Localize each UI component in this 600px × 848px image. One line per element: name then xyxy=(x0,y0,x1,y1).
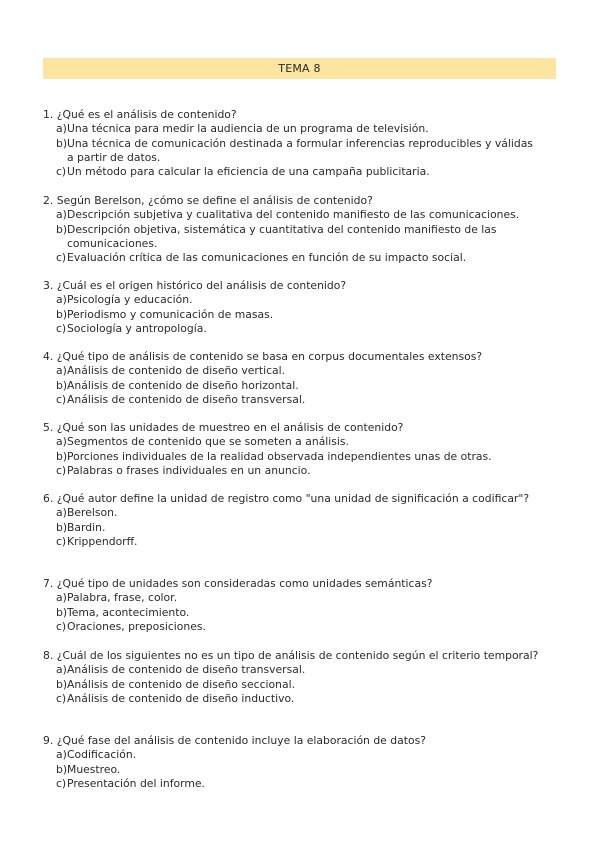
option-a xyxy=(43,122,557,136)
option-a xyxy=(43,663,557,677)
option-c xyxy=(43,535,557,549)
option-a xyxy=(43,293,557,307)
question-7 xyxy=(43,577,557,634)
option-b xyxy=(43,379,557,393)
option-label: a) xyxy=(56,506,67,520)
option-label: a) xyxy=(56,293,67,307)
question-stem: 1. ¿Qué es el análisis de contenido? xyxy=(43,108,237,121)
question-2 xyxy=(43,194,557,265)
option-a xyxy=(43,208,557,222)
option-text: Descripción objetiva, sistemática y cuantitativa del contenido manifiesto de las comunicaciones. xyxy=(67,222,497,250)
option-b xyxy=(43,223,557,252)
option-text: Palabra, frase, color. xyxy=(67,591,178,605)
option-c xyxy=(43,620,557,634)
option-text: Análisis de contenido de diseño transversal. xyxy=(67,663,306,677)
question-stem: 6. ¿Qué autor define la unidad de registro como "una unidad de significación a codificar"? xyxy=(43,492,530,505)
option-c xyxy=(43,322,557,336)
question-stem: 4. ¿Qué tipo de análisis de contenido se basa en corpus documentales extensos? xyxy=(43,350,483,363)
option-text: Muestreo. xyxy=(67,762,121,776)
option-label: a) xyxy=(56,591,67,605)
option-label: b) xyxy=(56,449,68,463)
option-label: b) xyxy=(56,605,68,619)
option-label: c) xyxy=(56,619,67,633)
option-c xyxy=(43,251,557,265)
option-text: Evaluación crítica de las comunicaciones en función de su impacto social. xyxy=(67,251,467,265)
option-label: b) xyxy=(56,136,68,150)
option-label: a) xyxy=(56,364,67,378)
option-text: Análisis de contenido de diseño horizontal. xyxy=(67,378,299,392)
question-stem: 8. ¿Cuál de los siguientes no es un tipo de análisis de contenido según el criterio temporal? xyxy=(43,649,539,662)
option-label: c) xyxy=(56,321,67,335)
option-text: Segmentos de contenido que se someten a análisis. xyxy=(67,435,349,449)
option-text: Un método para calcular la eficiencia de una campaña publicitaria. xyxy=(67,165,430,179)
option-a xyxy=(43,364,557,378)
question-1 xyxy=(43,108,557,179)
option-b xyxy=(43,606,557,620)
question-8 xyxy=(43,649,557,706)
question-stem: 9. ¿Qué fase del análisis de contenido incluye la elaboración de datos? xyxy=(43,734,426,747)
option-b xyxy=(43,763,557,777)
option-label: b) xyxy=(56,677,68,691)
option-c xyxy=(43,393,557,407)
option-text: Krippendorff. xyxy=(67,534,138,548)
option-label: c) xyxy=(56,463,67,477)
option-b xyxy=(43,137,557,166)
question-9 xyxy=(43,734,557,791)
option-label: c) xyxy=(56,534,67,548)
option-text: Tema, acontecimiento. xyxy=(67,605,190,619)
option-a xyxy=(43,591,557,605)
option-label: b) xyxy=(56,762,68,776)
option-text: Oraciones, preposiciones. xyxy=(67,619,206,633)
option-a xyxy=(43,748,557,762)
option-label: b) xyxy=(56,307,68,321)
page-title: TEMA 8 xyxy=(43,58,556,79)
option-b xyxy=(43,450,557,464)
option-a xyxy=(43,506,557,520)
option-text: Una técnica de comunicación destinada a formular inferencias reproducibles y válidas a partir de datos. xyxy=(67,136,533,164)
option-a xyxy=(43,435,557,449)
option-b xyxy=(43,308,557,322)
option-text: Bardin. xyxy=(67,520,106,534)
option-label: c) xyxy=(56,691,67,705)
option-text: Descripción subjetiva y cualitativa del contenido manifiesto de las comunicaciones. xyxy=(67,208,520,222)
option-label: b) xyxy=(56,378,68,392)
option-text: Análisis de contenido de diseño vertical. xyxy=(67,364,286,378)
option-text: Periodismo y comunicación de masas. xyxy=(67,307,274,321)
option-text: Presentación del informe. xyxy=(67,776,205,790)
option-label: a) xyxy=(56,122,67,136)
question-3 xyxy=(43,279,557,336)
option-c xyxy=(43,165,557,179)
question-stem: 5. ¿Qué son las unidades de muestreo en el análisis de contenido? xyxy=(43,421,404,434)
option-b xyxy=(43,678,557,692)
option-text: Porciones individuales de la realidad observada independientes unas de otras. xyxy=(67,449,492,463)
option-label: a) xyxy=(56,208,67,222)
option-label: b) xyxy=(56,520,68,534)
option-label: c) xyxy=(56,165,67,179)
question-stem: 7. ¿Qué tipo de unidades son consideradas como unidades semánticas? xyxy=(43,577,433,590)
option-label: c) xyxy=(56,776,67,790)
option-label: c) xyxy=(56,251,67,265)
option-label: a) xyxy=(56,435,67,449)
option-text: Sociología y antropología. xyxy=(67,321,207,335)
option-label: c) xyxy=(56,392,67,406)
option-c xyxy=(43,777,557,791)
option-text: Codificación. xyxy=(67,748,137,762)
option-text: Análisis de contenido de diseño transversal. xyxy=(67,392,306,406)
question-6 xyxy=(43,492,557,549)
option-text: Berelson. xyxy=(67,506,118,520)
question-stem: 3. ¿Cuál es el origen histórico del análisis de contenido? xyxy=(43,279,347,292)
question-stem: 2. Según Berelson, ¿cómo se define el análisis de contenido? xyxy=(43,194,373,207)
option-text: Análisis de contenido de diseño inductivo. xyxy=(67,691,295,705)
option-text: Psicología y educación. xyxy=(67,293,193,307)
option-label: a) xyxy=(56,663,67,677)
option-label: b) xyxy=(56,222,68,236)
option-text: Análisis de contenido de diseño seccional. xyxy=(67,677,296,691)
option-c xyxy=(43,464,557,478)
option-text: Una técnica para medir la audiencia de un programa de televisión. xyxy=(67,122,429,136)
option-c xyxy=(43,692,557,706)
question-4 xyxy=(43,350,557,407)
option-b xyxy=(43,521,557,535)
question-5 xyxy=(43,421,557,478)
option-label: a) xyxy=(56,748,67,762)
option-text: Palabras o frases individuales en un anuncio. xyxy=(67,463,311,477)
